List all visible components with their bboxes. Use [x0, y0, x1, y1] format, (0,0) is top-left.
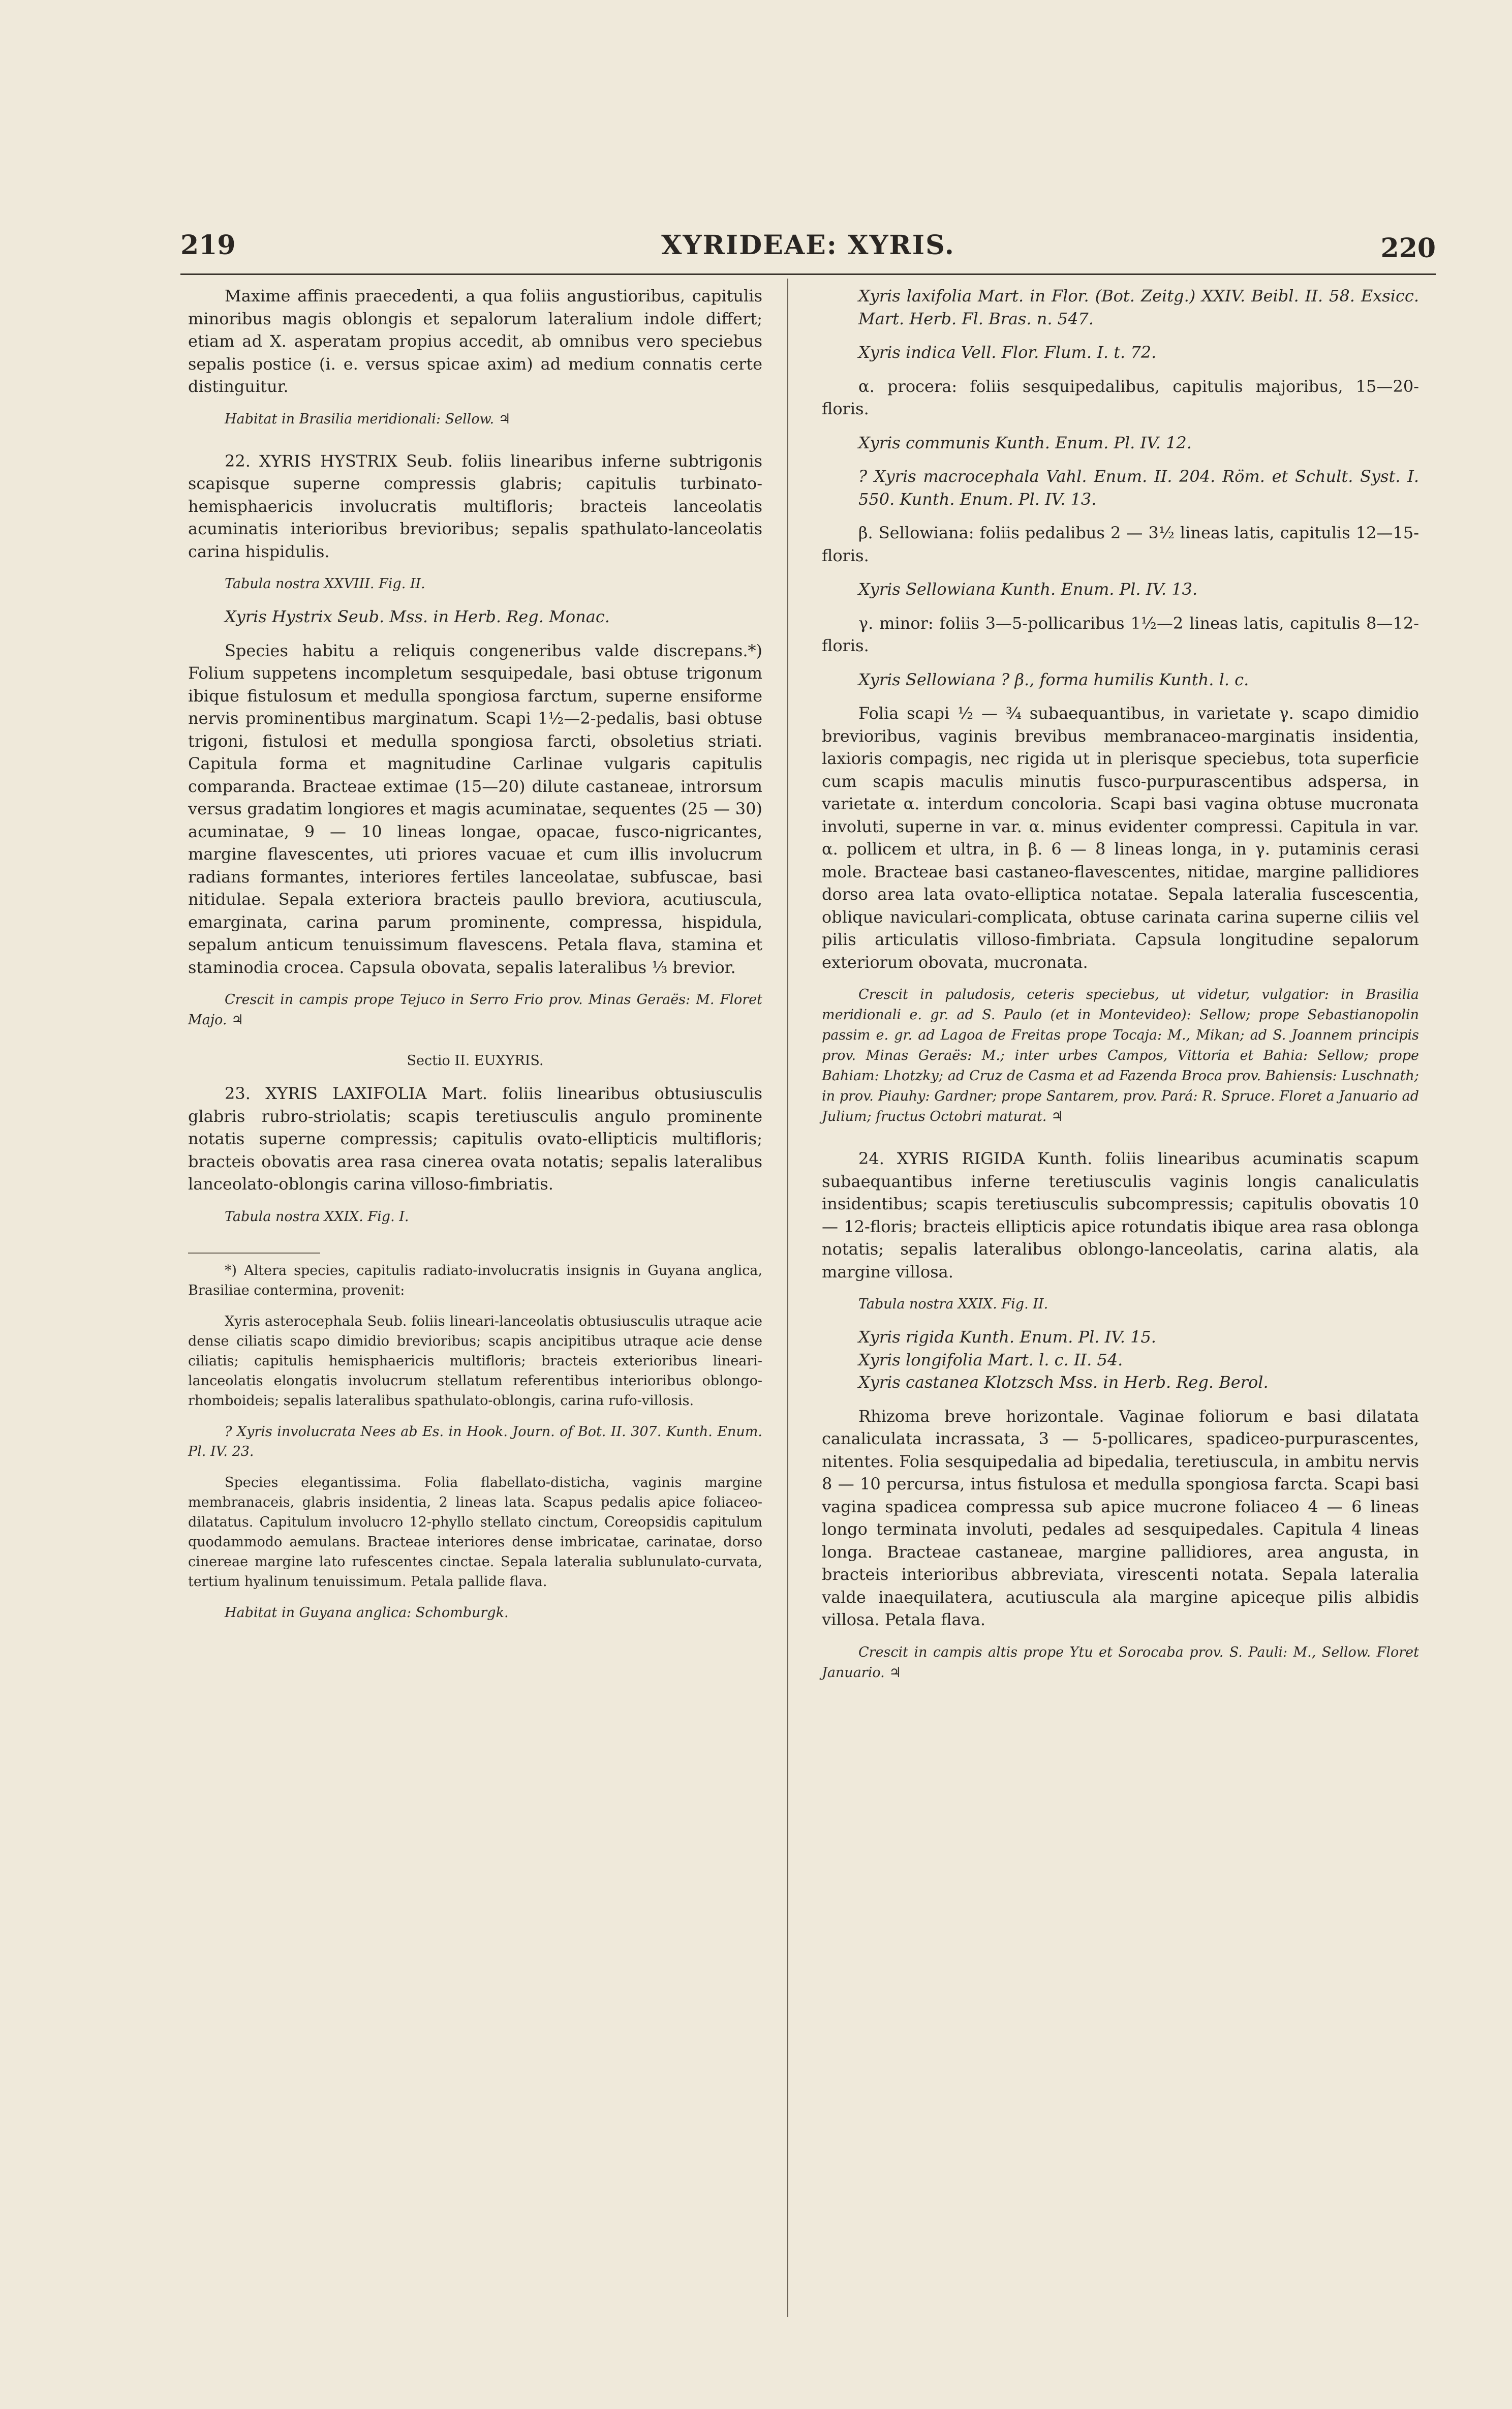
habitat-note: Habitat in Brasilia meridionali: Sellow. ♃	[225, 411, 511, 427]
species-22-diagnosis: 22. XYRIS HYSTRIX Seub. foliis linearibus inferne subtrigonis scapisque superne compressis glabris; capitulis turbinato-hemisphaericis involucratis multifloris; bracteis lanceolatis acuminatis interioribus brevioribus; sepalis spathulato-lanceolatis carina hispidulis.	[188, 451, 762, 561]
species-23-description: Folia scapi ½ — ¾ subaequantibus, in varietate γ. scapo dimidio brevioribus, vaginis brevibus membranaceo-marginatis insidentia, laxioris compagis, nec rigida ut in plerisque speciebus, tota superficie cum scapis maculis minutis fusco-purpurascentibus adspersa, in varietate α. interdum concoloria. Scapi basi vagina obtuse mucronata involuti, superne in var. α. minus evidenter compressi. Capitula in var. α. pollicem et ultra, in β. 6 — 8 lineas longa, in γ. putaminis cerasi mole. Bracteae basi castaneo-flavescentes, nitidae, margine pallidiores dorso area lata ovato-elliptica notatae. Sepala lateralia fuscescentia, oblique naviculari-complicata, obtuse carinata carina superne ciliis vel pilis articulatis villoso-fimbriata. Capsula longitudine sepalorum exteriorum obovata, mucronata.	[822, 704, 1419, 972]
footnote-habitat: Habitat in Guyana anglica: Schomburgk.	[225, 1604, 509, 1621]
locality-note: Crescit in campis prope Tejuco in Serro Frio prov. Minas Geraës: M. Floret Majo. ♃	[188, 992, 762, 1028]
section-heading: Sectio II. EUXYRIS.	[407, 1053, 544, 1069]
species-24-description: Rhizoma breve horizontale. Vaginae foliorum e basi dilatata canaliculata incrassata, 3 — 5-pollicares, spadiceo-purpurascentes, nitentes. Folia sesquipedalia ad bipedalia, teretiuscula, in ambitu nervis 8 — 10 percursa, intus fistulosa et medulla spongiosa farcta. Scapi basi vagina spadicea compressa sub apice mucrone foliaceo 4 — 6 lineas longo terminata involuti, pedales ad sesquipedales. Capitula 4 lineas longa. Bracteae castaneae, margine pallidiores, area angusta, in bracteis interioribus abbreviata, virescenti notata. Sepala lateralia valde inaequilatera, acutiuscula ala margine apiceque pilis albidis villosa. Petala flava.	[822, 1406, 1419, 1629]
synonym-reference: Xyris Sellowiana Kunth. Enum. Pl. IV. 13.	[858, 580, 1198, 599]
synonym-reference: Xyris indica Vell. Flor. Flum. I. t. 72.	[858, 343, 1157, 362]
plate-reference: Tabula nostra XXVIII. Fig. II.	[225, 576, 425, 592]
left-column	[188, 285, 762, 1623]
page-header	[180, 230, 1436, 270]
variety-alpha: α. procera: foliis sesquipedalibus, capitulis majoribus, 15—20-floris.	[822, 376, 1419, 418]
plate-reference: Tabula nostra XXIX. Fig. I.	[225, 1208, 409, 1225]
locality-note: Crescit in paludosis, ceteris speciebus, ut videtur, vulgatior: in Brasilia meridionali e. gr. ad S. Paulo (et in Montevideo): Sellow; prope Sebastianopolin passim e. gr. ad Lagoa de Freitas prope Tocaja: M., Mikan; ad S. Joannem principis prov. Minas Geraës: M.; inter urbes Campos, Vittoria et Bahia: Sellow; prope Bahiam: Lhotzky; ad Cruz de Casma et ad Fazenda Broca prov. Bahiensis: Luschnath; in prov. Piauhy: Gardner; prope Santarem, prov. Pará: R. Spruce. Floret a Januario ad Julium; fructus Octobri maturat. ♃	[822, 987, 1419, 1124]
species-24-diagnosis: 24. XYRIS RIGIDA Kunth. foliis linearibus acuminatis scapum subaequantibus inferne teretiusculis vaginis longis canaliculatis insidentibus; scapis teretiusculis subcompressis; capitulis obovatis 10 — 12-floris; bracteis ellipticis apice rotundatis ibique area rasa oblonga notatis; sepalis lateralibus oblongo-lanceolatis, carina alatis, ala margine villosa.	[822, 1149, 1419, 1282]
plate-reference: Tabula nostra XXIX. Fig. II.	[858, 1296, 1048, 1312]
right-column	[822, 285, 1419, 1683]
footnote-reference: ? Xyris involucrata Nees ab Es. in Hook. Journ. of Bot. II. 307. Kunth. Enum. Pl. IV. 23.	[188, 1423, 762, 1459]
synonym-reference: Xyris castanea Klotzsch Mss. in Herb. Reg. Berol.	[858, 1373, 1269, 1392]
running-title: XYRIDEAE: XYRIS.	[661, 230, 955, 261]
synonym-reference: Xyris Sellowiana ? β., forma humilis Kunth. l. c.	[858, 669, 1249, 689]
footnote-text: Species elegantissima. Folia flabellato-disticha, vaginis margine membranaceis, glabris insidentia, 2 lineas lata. Scapus pedalis apice foliaceo-dilatatus. Capitulum involucro 12-phyllo stellato cinctum, Coreopsidis capitulum quodammodo aemulans. Bracteae interiores dense imbricatae, carinatae, dorso cinereae margine lato rufescentes cinctae. Sepala lateralia sublunulato-curvata, tertium hyalinum tenuissimum. Petala pallide flava.	[188, 1474, 762, 1590]
synonym-reference: Xyris rigida Kunth. Enum. Pl. IV. 15.	[858, 1327, 1156, 1347]
footnote-text: *) Altera species, capitulis radiato-involucratis insignis in Guyana anglica, Brasiliae contermina, provenit:	[188, 1262, 762, 1298]
synonym-reference: Xyris communis Kunth. Enum. Pl. IV. 12.	[858, 433, 1192, 452]
synonym-reference: Xyris Hystrix Seub. Mss. in Herb. Reg. Monac.	[225, 607, 610, 626]
paragraph: Maxime affinis praecedenti, a qua foliis angustioribus, capitulis minoribus magis oblongis et sepalorum lateralium indole differt; etiam ad X. asperatam propius accedit, ab omnibus vero speciebus sepalis postice (i. e. versus spicae axim) ad medium connatis certe distinguitur.	[188, 286, 762, 396]
species-22-description: Species habitu a reliquis congeneribus valde discrepans.*) Folium suppetens incompletum sesquipedale, basi obtuse trigonum ibique fistulosum et medulla spongiosa farctum, superne ensiforme nervis prominentibus marginatum. Scapi 1½—2-pedalis, basi obtuse trigoni, fistulosi et medulla spongiosa farcti, obsoletius striati. Capitula forma et magnitudine Carlinae vulgaris capitulis comparanda. Bracteae extimae (15—20) dilute castaneae, introrsum versus gradatim longiores et magis acuminatae, sequentes (25 — 30) acuminatae, 9 — 10 lineas longae, opacae, fusco-nigricantes, margine flavescentes, uti priores vacuae et cum illis involucrum radians formantes, interiores fertiles lanceolatae, subfuscae, basi nitidulae. Sepala exteriora bracteis paullo breviora, acutiuscula, emarginata, carina parum prominente, compressa, hispidula, sepalum anticum tenuissimum flavescens. Petala flava, stamina et staminodia crocea. Capsula obovata, sepalis lateralibus ⅓ brevior.	[188, 641, 762, 977]
footnote-rule	[188, 1253, 320, 1254]
synonym-reference: Xyris longifolia Mart. l. c. II. 54.	[858, 1350, 1123, 1369]
page-number-right: 220	[1380, 233, 1436, 264]
footnote-text: Xyris asterocephala Seub. foliis lineari-lanceolatis obtusiusculis utraque acie dense ciliatis scapo dimidio brevioribus; scapis ancipitibus utraque acie dense ciliatis; capitulis hemisphaericis multifloris; bracteis exterioribus lineari-lanceolatis elongatis involucrum stellatum referentibus interioribus oblongo-rhomboideis; sepalis lateralibus spathulato-oblongis, carina rufo-villosis.	[188, 1313, 762, 1409]
column-divider	[787, 279, 788, 2317]
synonym-reference: ? Xyris macrocephala Vahl. Enum. II. 204. Röm. et Schult. Syst. I. 550. Kunth. Enum. Pl. IV. 13.	[858, 467, 1419, 509]
synonym-reference: Xyris laxifolia Mart. in Flor. (Bot. Zeitg.) XXIV. Beibl. II. 58. Exsicc. Mart. Herb. Fl. Bras. n. 547.	[858, 286, 1419, 328]
page-number-left: 219	[180, 230, 236, 261]
locality-note: Crescit in campis altis prope Ytu et Sorocaba prov. S. Pauli: M., Sellow. Floret Januario. ♃	[822, 1644, 1419, 1681]
species-23-diagnosis: 23. XYRIS LAXIFOLIA Mart. foliis linearibus obtusiusculis glabris rubro-striolatis; scapis teretiusculis angulo prominente notatis superne compressis; capitulis ovato-ellipticis multifloris; bracteis obovatis area rasa cinerea ovata notatis; sepalis lateralibus lanceolato-oblongis carina villoso-fimbriatis.	[188, 1084, 762, 1194]
header-rule	[180, 273, 1436, 275]
variety-beta: β. Sellowiana: foliis pedalibus 2 — 3½ lineas latis, capitulis 12—15-floris.	[822, 523, 1419, 565]
variety-gamma: γ. minor: foliis 3—5-pollicaribus 1½—2 lineas latis, capitulis 8—12-floris.	[822, 613, 1419, 655]
